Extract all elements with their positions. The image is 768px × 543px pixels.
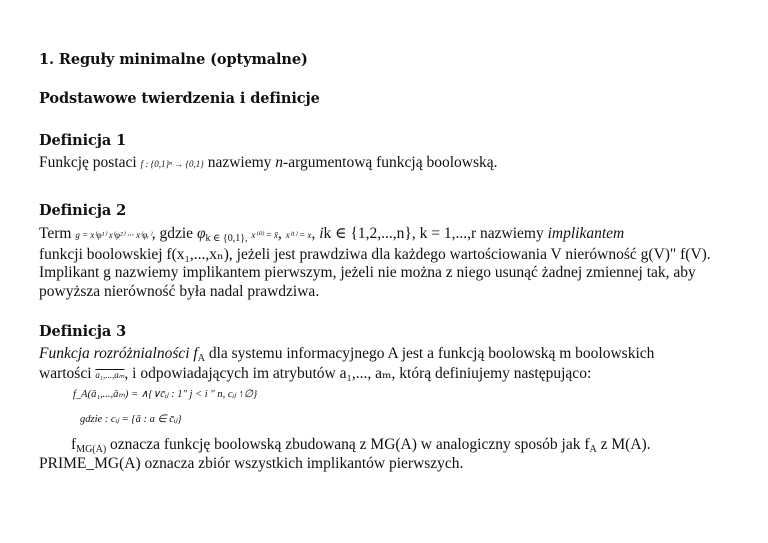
def3-line2-rest: , i odpowiadających im atrybutów a₁,..., aₘ, którą definiujemy następująco: (124, 365, 592, 382)
def3-line3-end: z M(A). (600, 436, 651, 453)
def3-title: Definicja 3 (39, 323, 127, 340)
def2-phi-k: k ∈ {0,1}, (205, 233, 248, 244)
def2-title: Definicja 2 (39, 202, 127, 219)
def3-line3-sub: MG(A) (76, 444, 107, 455)
def3-line1-rest: dla systemu informacyjnego A jest a funkcją boolowską m boolowskich (208, 345, 655, 362)
def2-ik-range: k ∈ {1,2,...,n}, k = 1,...,r nazwiemy (323, 225, 544, 242)
def3-line1 (39, 345, 654, 364)
def3-fa: f (193, 345, 198, 362)
def2-term: Term (39, 225, 72, 242)
def1-text-after-1: nazwiemy (207, 154, 272, 171)
def2-gdzie: , gdzie (151, 225, 194, 242)
def2-implikantem: implikantem (547, 225, 625, 242)
def1-text-after-2: -argumentową funkcją boolowską. (283, 154, 498, 171)
def1-n: n (275, 154, 284, 171)
def3-formula1: f_A(ā₁,...,āₘ) = ∧{∨c̄ᵢⱼ : 1" j < i " n, cᵢⱼ ↑∅} (73, 389, 258, 400)
def1-formula: f : {0,1}ⁿ → {0,1} (140, 159, 204, 169)
def2-x0: x⁽⁰⁾ = x̄ (251, 230, 278, 240)
def2-line2: funkcji boolowskiej f(x₁,...,xₙ), jeżeli jest prawdziwa dla każdego wartościowania V nierówność g(V)" f(V). (39, 246, 711, 263)
def2-x1: x⁽¹⁾ = x (285, 230, 312, 240)
def2-line1: Term g = x⁽φ¹⁾ x⁽φ²⁾ ··· x⁽φᵣ⁾, gdzie $\varphi_{k \in \{0,1\},}$ x⁽⁰⁾ = x̄, x⁽¹⁾ = x, ik ∈ {1,2,...,n}, k = 1,...,r nazwiemy implikantem (39, 225, 625, 244)
def2-line4: powyższa nierówność była nadal prawdziwa. (39, 283, 320, 300)
def1-text-before: Funkcję postaci (39, 154, 137, 171)
def3-term: Funkcja rozróżnialności (39, 345, 190, 362)
def2-ik: i (319, 225, 324, 242)
def2-formula-g: g = x⁽φ¹⁾ x⁽φ²⁾ ··· x⁽φᵣ⁾ (75, 230, 152, 240)
def3-line3 (71, 436, 651, 455)
def3-line2 (39, 364, 591, 383)
def3-line4: PRIME_MG(A) oznacza zbiór wszystkich implikantów pierwszych. (39, 455, 464, 472)
subheading: Podstawowe twierdzenia i definicje (39, 90, 320, 107)
def3-wartosci: wartości (39, 365, 92, 382)
section-heading: 1. Reguły minimalne (optymalne) (39, 51, 308, 68)
def3-args: a₁,...,aₘ (95, 370, 125, 380)
def3-formula2: gdzie : cᵢⱼ = {ā : a ∈ c̄ᵢⱼ} (80, 414, 182, 425)
def1-text (39, 154, 498, 172)
def3-line3-f: f (71, 436, 77, 453)
def3-line3-rest: oznacza funkcję boolowską zbudowaną z MG(A) w analogiczny sposób jak f (110, 436, 590, 453)
def2-phi: φ (196, 225, 206, 242)
def2-line3: Implikant g nazwiemy implikantem pierwszym, jeżeli nie można z niego usunąć żadnej zmiennej tak, aby (39, 264, 696, 281)
def1-title: Definicja 1 (39, 132, 127, 149)
def3-fa-sub: A (197, 353, 205, 364)
def3-line3-fa-sub: A (589, 444, 597, 455)
